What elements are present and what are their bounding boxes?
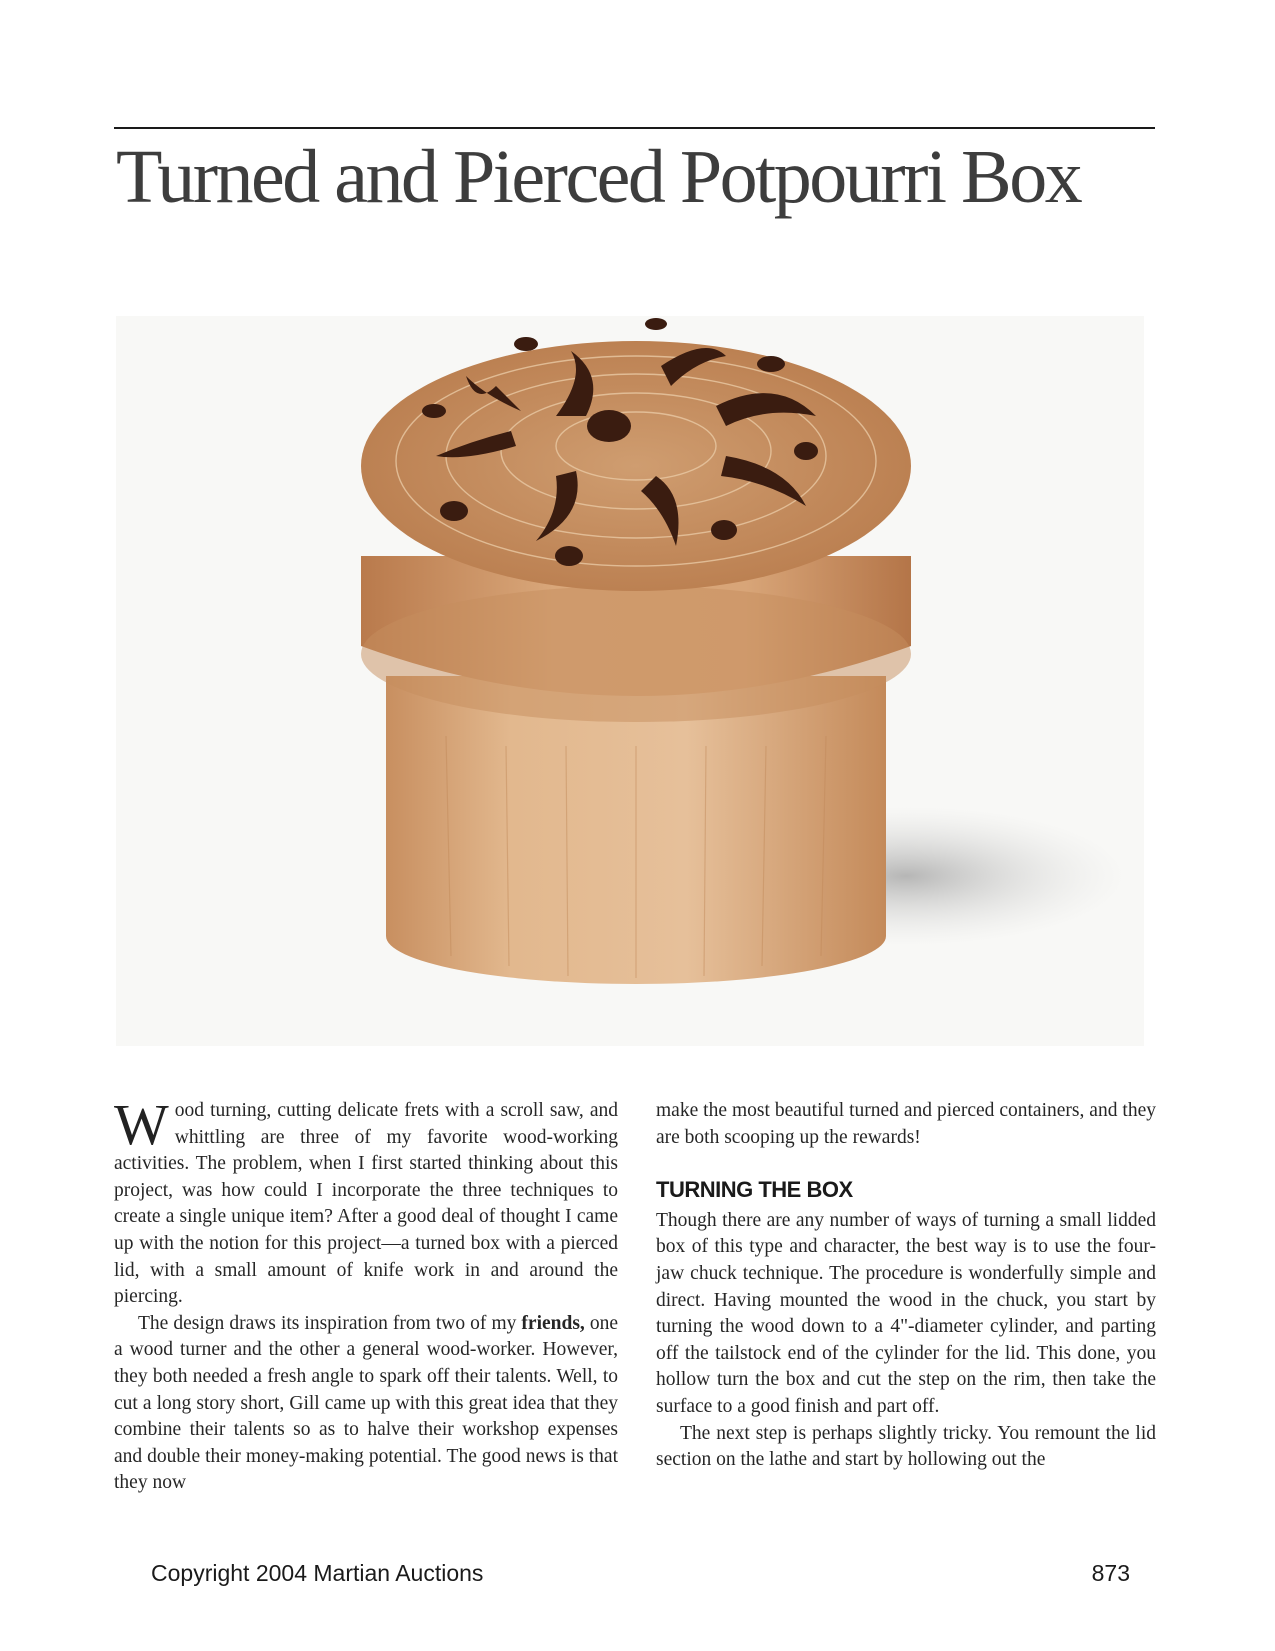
pierced-box-illustration xyxy=(116,316,1144,1046)
left-column xyxy=(114,1092,619,1497)
design-paragraph xyxy=(114,1311,618,1497)
next-step-paragraph: The next step is perhaps slightly tricky. You remount the lid section on the lathe and start by hollowing out the xyxy=(656,1422,1156,1471)
friends-bold: friends, xyxy=(521,1312,585,1334)
turning-paragraph: Though there are any number of ways of turning a small lidded box of this type and character, the best way is to use the four-jaw chuck technique. The procedure is wonderfully simple and direct. Having mounted the wood in the chuck, you start by turning the wood down to a 4"-diameter cylinder, and parting off the tailstock end of the cylinder for the lid. This done, you hollow turn the box and cut the step on the rim, then take the surface to a good finish and part off. xyxy=(656,1209,1156,1417)
design-text-end: one a wood turner and the other a general wood-worker. However, they both needed a fresh angle to spark off their talents. Well, to cut a long story short, Gill came up with this great idea that they combine their talents so as to halve their workshop expenses and double their money-making potential. The good news is that they now xyxy=(114,1312,619,1494)
drop-cap: W xyxy=(114,1092,169,1157)
continued-paragraph: make the most beautiful turned and pierced containers, and they are both scooping up the rewards! xyxy=(656,1100,1156,1148)
intro-paragraph xyxy=(114,1092,618,1311)
design-text-start: The design draws its inspiration from two of my xyxy=(138,1312,522,1334)
lid-top xyxy=(361,341,911,591)
page-title: Turned and Pierced Potpourri Box xyxy=(116,135,1081,219)
right-column xyxy=(656,1098,1156,1474)
section-heading: TURNING THE BOX xyxy=(656,1177,853,1203)
intro-text: ood turning, cutting delicate frets with a scroll saw, and whittling are three of my favorite wood-working activities. The problem, when I first started thinking about this project, was how could I incorporate the three techniques to create a single unique item? After a good deal of thought I came up with the notion for this project—a turned box with a pierced lid, with a small amount of knife work in and around the piercing. xyxy=(114,1100,618,1308)
title-rule xyxy=(114,127,1155,129)
page-number: 873 xyxy=(1091,1560,1130,1586)
box-photo xyxy=(116,316,1144,1046)
copyright-footer: Copyright 2004 Martian Auctions xyxy=(151,1560,484,1586)
